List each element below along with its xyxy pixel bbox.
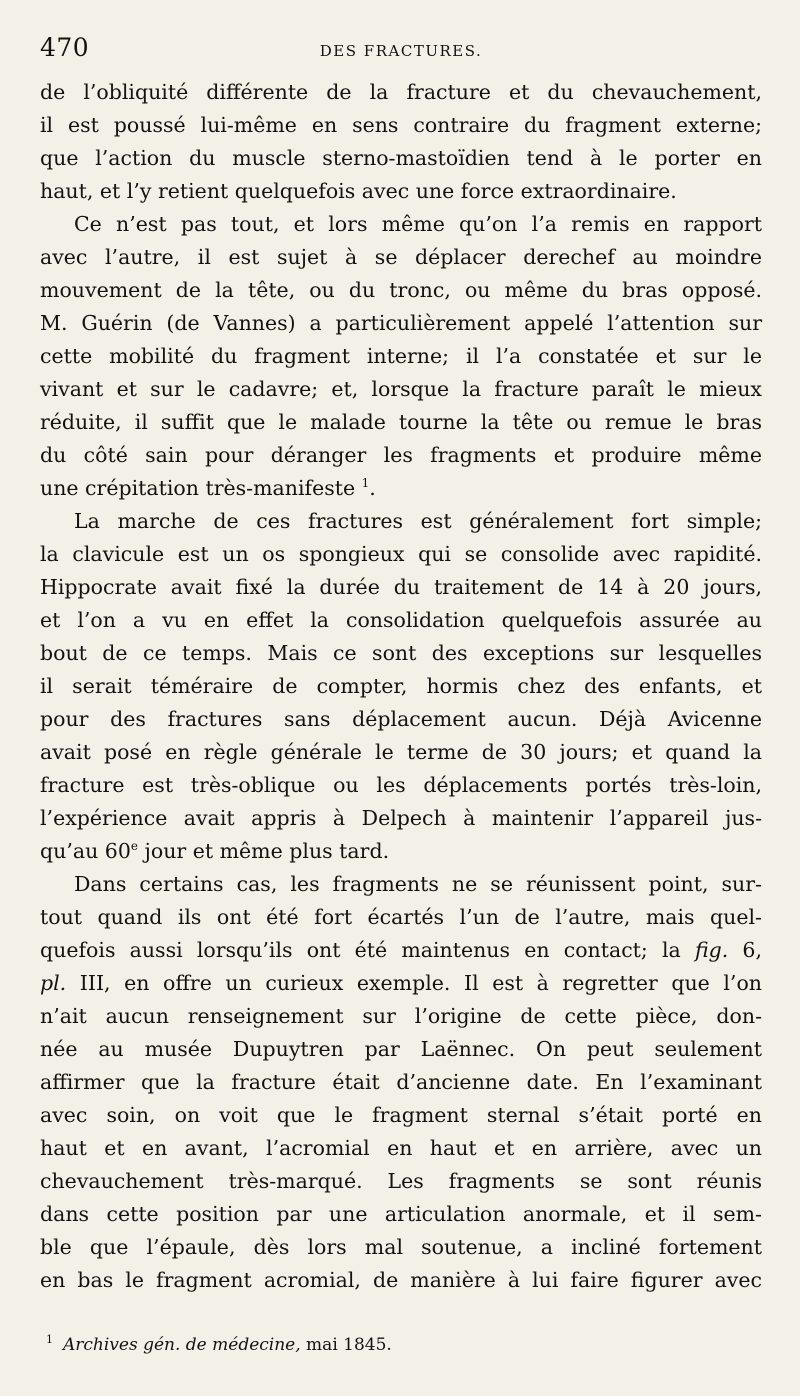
text-line: cette mobilité du fragment interne; il l’a constatée et sur le — [40, 344, 762, 368]
text-line: mouvement de la tête, ou du tronc, ou même du bras opposé. — [40, 278, 762, 302]
text-line: tout quand ils ont été fort écartés l’un de l’autre, mais quel- — [40, 905, 762, 929]
text-fragment: une crépitation très-manifeste — [40, 476, 356, 500]
text-line: dans cette position par une articulation anormale, et il sem- — [40, 1202, 762, 1226]
text-line: Dans certains cas, les fragments ne se réunissent point, sur- — [74, 872, 762, 896]
page-number: 470 — [40, 33, 90, 62]
footnote-journal: Archives gén. de médecine, — [63, 1335, 301, 1355]
text-line — [40, 472, 762, 505]
body-text — [40, 76, 762, 1297]
text-line: du côté sain pour déranger les fragments et produire même — [40, 443, 762, 467]
footnote-ref: 1 — [361, 476, 370, 491]
text-line: Hippocrate avait fixé la durée du traitement de 14 à 20 jours, — [40, 575, 762, 599]
paragraph-3 — [40, 505, 762, 868]
text-line: l’expérience avait appris à Delpech à maintenir l’appareil jus- — [40, 806, 762, 830]
text-line: ble que l’épaule, dès lors mal soutenue, a incliné fortement — [40, 1235, 762, 1259]
text-line: haut et en avant, l’acromial en haut et en arrière, avec un — [40, 1136, 762, 1160]
text-fragment: qu’au 60 — [40, 839, 131, 863]
paragraph-1 — [40, 76, 762, 208]
text-line: réduite, il suffit que le malade tourne la tête ou remue le bras — [40, 410, 762, 434]
text-line: Ce n’est pas tout, et lors même qu’on l’a remis en rapport — [74, 212, 762, 236]
footnote-mark: 1 — [46, 1333, 53, 1347]
text-line: chevauchement très-marqué. Les fragments se sont réunis — [40, 1169, 762, 1193]
text-line: de l’obliquité différente de la fracture et du chevauchement, — [40, 80, 762, 104]
text-fragment: . — [369, 476, 376, 500]
text-line: La marche de ces fractures est généralement fort simple; — [74, 509, 762, 533]
figure-reference: fig. — [694, 938, 729, 962]
page-header — [40, 30, 762, 70]
plate-reference: pl. — [40, 971, 67, 995]
text-fragment: III, en offre un curieux exemple. Il est à regretter que l’on — [66, 971, 762, 995]
text-line — [40, 934, 762, 967]
text-line: vivant et sur le cadavre; et, lorsque la fracture paraît le mieux — [40, 377, 762, 401]
superscript: e — [130, 839, 138, 854]
text-line: M. Guérin (de Vannes) a particulièrement appelé l’attention sur — [40, 311, 762, 335]
text-line: en bas le fragment acromial, de manière à lui faire figurer avec — [40, 1268, 762, 1292]
text-line: avait posé en règle générale le terme de 30 jours; et quand la — [40, 740, 762, 764]
text-line: née au musée Dupuytren par Laënnec. On peut seulement — [40, 1037, 762, 1061]
text-line: et l’on a vu en effet la consolidation quelquefois assurée au — [40, 608, 762, 632]
text-line: bout de ce temps. Mais ce sont des exceptions sur lesquelles — [40, 641, 762, 665]
text-line: haut, et l’y retient quelquefois avec une force extraordinaire. — [40, 179, 677, 203]
footnote — [40, 1330, 762, 1360]
text-line: fracture est très-oblique ou les déplacements portés très-loin, — [40, 773, 762, 797]
text-line: avec l’autre, il est sujet à se déplacer derechef au moindre — [40, 245, 762, 269]
text-fragment: quefois aussi lorsqu’ils ont été maintenus en contact; la — [40, 938, 695, 962]
text-line: il serait téméraire de compter, hormis chez des enfants, et — [40, 674, 762, 698]
paragraph-4 — [40, 868, 762, 1297]
text-line — [40, 967, 762, 1000]
text-line — [40, 835, 762, 868]
text-fragment: jour et même plus tard. — [137, 839, 390, 863]
text-fragment: 6, — [728, 938, 762, 962]
text-line: affirmer que la fracture était d’ancienne date. En l’examinant — [40, 1070, 762, 1094]
text-line: que l’action du muscle sterno-mastoïdien tend à le porter en — [40, 146, 762, 170]
text-line: la clavicule est un os spongieux qui se consolide avec rapidité. — [40, 542, 762, 566]
footnote-date: mai 1845. — [300, 1335, 392, 1355]
text-line: n’ait aucun renseignement sur l’origine de cette pièce, don- — [40, 1004, 762, 1028]
paragraph-2 — [40, 208, 762, 505]
text-line: avec soin, on voit que le fragment sternal s’était porté en — [40, 1103, 762, 1127]
text-line: pour des fractures sans déplacement aucun. Déjà Avicenne — [40, 707, 762, 731]
text-line: il est poussé lui-même en sens contraire du fragment externe; — [40, 113, 762, 137]
running-head: DES FRACTURES. — [319, 42, 483, 60]
